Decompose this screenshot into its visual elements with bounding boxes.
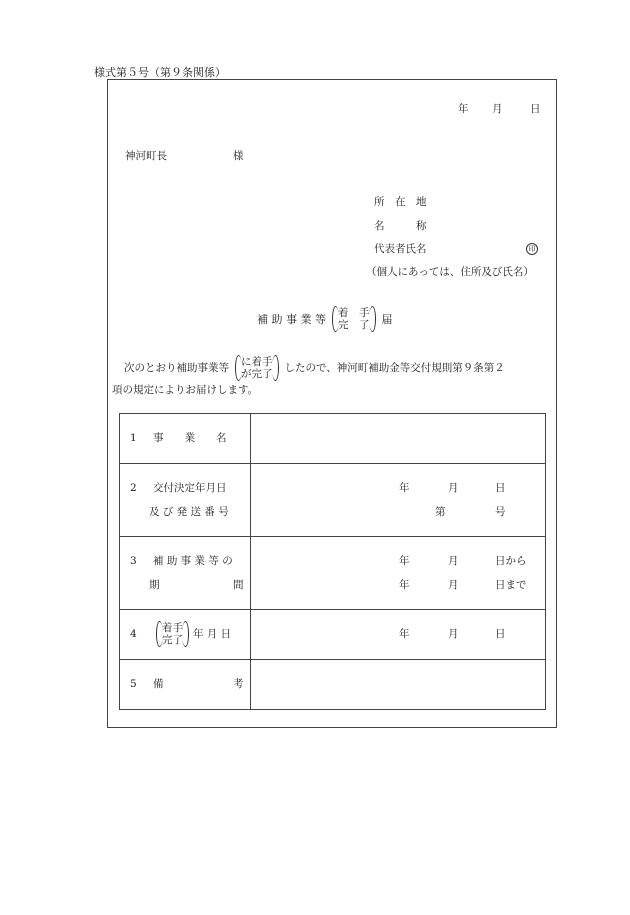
title-prefix: 補 助 事 業 等 [257, 312, 326, 326]
value-month: 月 [448, 555, 459, 567]
addressee-honorific: 様 [233, 150, 244, 162]
label-remarks-left: 備 [153, 678, 164, 690]
value-month: 月 [448, 482, 459, 494]
start-date-field[interactable] [251, 610, 546, 660]
date-year: 年 [458, 103, 469, 115]
name-label: 名 称 [374, 220, 427, 232]
form-number: 様式第５号（第９条関係） [94, 66, 226, 79]
row-option-start: 着手 [162, 622, 183, 634]
title-option-start: 着 手 [338, 307, 370, 319]
row-number: 5 [130, 678, 137, 690]
row-number: 1 [130, 432, 137, 444]
label-project-name: 事 業 名 [153, 432, 227, 444]
title-option-bracket [332, 307, 376, 331]
row-label [120, 537, 251, 610]
document-title [257, 307, 393, 331]
value-year: 年 [399, 555, 410, 567]
value-to: 日まで [495, 579, 527, 591]
table-row [120, 414, 546, 464]
period-field[interactable] [251, 537, 546, 610]
row-label [120, 414, 251, 464]
grant-date-field[interactable] [251, 464, 546, 537]
value-year: 年 [399, 628, 410, 640]
body-text-end: したので、神河町補助金等交付規則第９条第２ [284, 361, 505, 374]
body-line-2: 項の規定によりお届けします。 [112, 384, 259, 396]
label-date-bracket [156, 622, 231, 646]
details-table [119, 413, 546, 710]
label-period-right: 間 [233, 579, 244, 591]
table-row [120, 660, 546, 710]
table-row [120, 610, 546, 660]
row-number: 3 [130, 555, 137, 567]
value-month: 月 [448, 628, 459, 640]
body-option-bracket [235, 356, 279, 380]
row-label [120, 610, 251, 660]
row-number: 2 [130, 482, 137, 494]
value-year: 年 [399, 482, 410, 494]
value-year: 年 [399, 579, 410, 591]
row-option-bracket [156, 622, 189, 646]
row-option-complete: 完了 [162, 634, 183, 646]
value-day: 日 [495, 482, 506, 494]
label-remarks-right: 考 [233, 678, 244, 690]
value-from: 日から [495, 555, 527, 567]
table-row [120, 537, 546, 610]
label-notice-number: 及 び 発 送 番 号 [149, 506, 229, 518]
table-row [120, 464, 546, 537]
body-line-1 [124, 356, 505, 380]
seal-mark: 印 [526, 243, 538, 255]
project-name-field[interactable] [251, 414, 546, 464]
label-date: 年 月 日 [193, 627, 232, 640]
body-option-start: に着手 [241, 356, 273, 368]
title-option-complete: 完 了 [338, 319, 370, 331]
address-label: 所 在 地 [374, 196, 427, 208]
body-option-complete: が完了 [241, 368, 273, 380]
value-number-prefix: 第 [435, 506, 446, 518]
addressee-name: 神河町長 [125, 150, 167, 162]
row-label [120, 660, 251, 710]
body-text-start: 次のとおり補助事業等 [124, 361, 229, 374]
individual-note: （個人にあっては、住所及び氏名） [366, 266, 534, 278]
date-day: 日 [530, 103, 541, 115]
label-period: 補 助 事 業 等 の [153, 555, 233, 567]
row-number: 4 [130, 628, 137, 640]
value-month: 月 [448, 579, 459, 591]
title-suffix: 届 [381, 312, 393, 326]
label-period-left: 期 [149, 579, 160, 591]
remarks-field[interactable] [251, 660, 546, 710]
value-number-suffix: 号 [495, 506, 506, 518]
row-label [120, 464, 251, 537]
value-day: 日 [495, 628, 506, 640]
representative-label: 代表者氏名 [374, 243, 427, 255]
label-grant-date: 交付決定年月日 [153, 482, 227, 494]
date-month: 月 [492, 103, 503, 115]
